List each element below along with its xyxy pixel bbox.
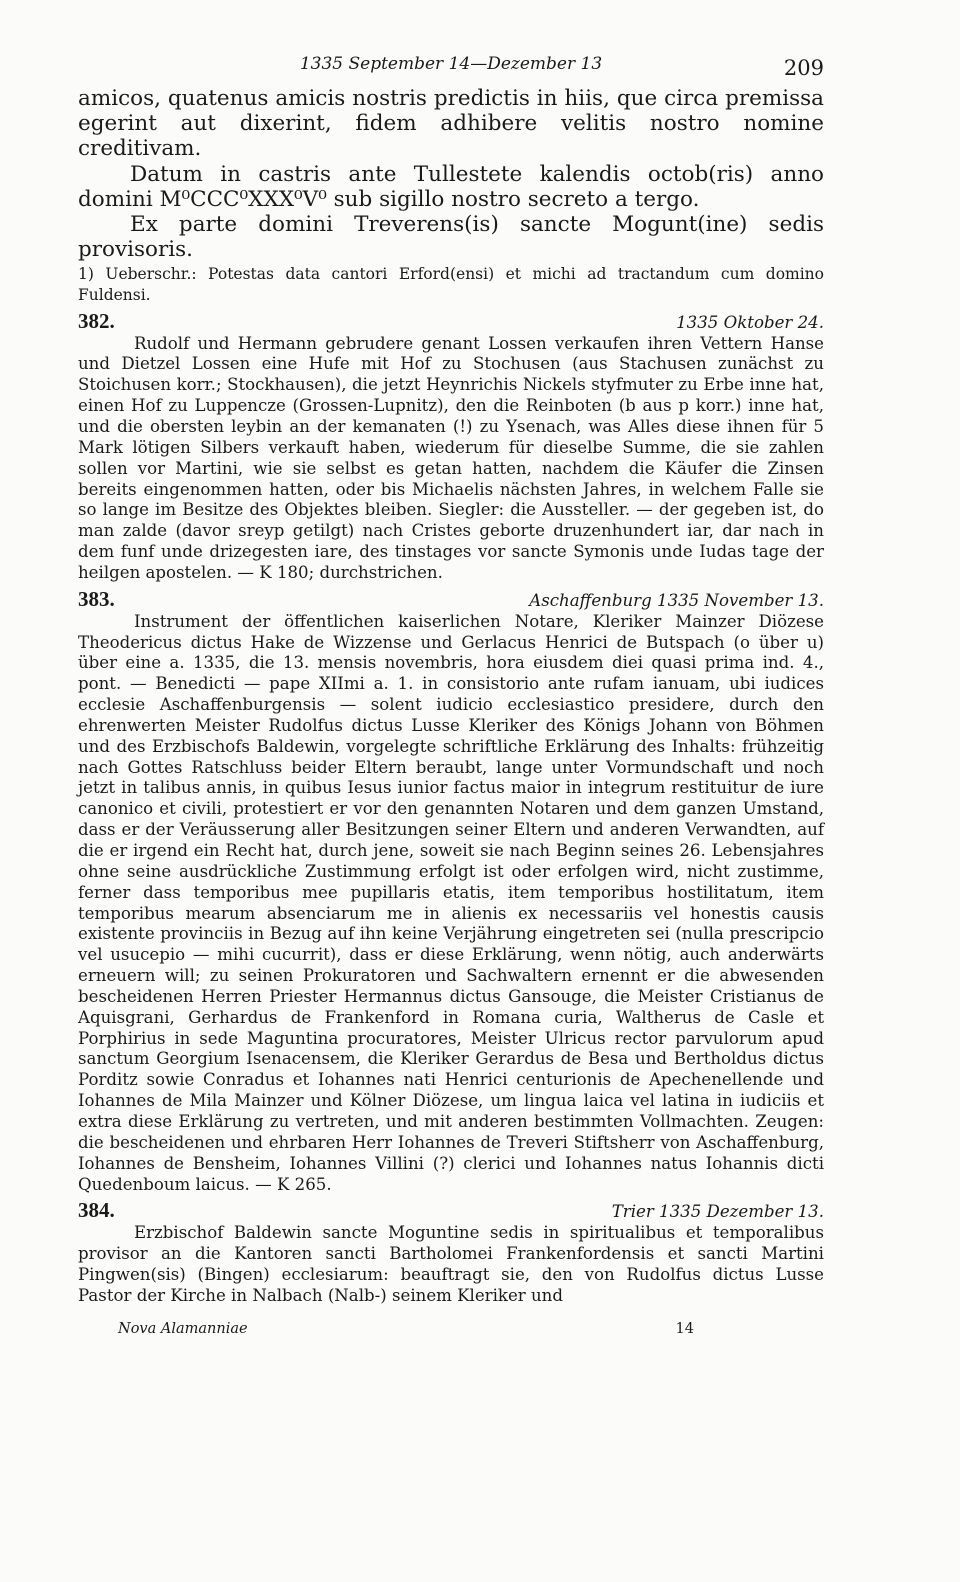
document-date: 1335 Oktober 24. (676, 312, 824, 332)
document-text: Instrument der öffentlichen kaiserlichen Notare, Kleriker Mainzer Diözese Theodericus dictus Hake de Wizzense und Gerlacus Henrici de Butspach (o über u) über eine a. 1335, die 13. mensis novembris, hora eiusdem diei quasi prima ind. 4., pont. — Benedicti — pape XIImi a. 1. in consistorio ante rufam ianuam, ubi iudices ecclesie Aschaffenburgensis — solent iudicio ecclesiastico presidere, durch den ehrenwerten Meister Rudolfus dictus Lusse Kleriker des Königs Johann von Böhmen und des Erzbischofs Baldewin, vorgelegte schriftliche Erklärung des Inhalts: frühzeitig nach Gottes Ratschluss beider Eltern beraubt, lange unter Vormundschaft und noch jetzt in talibus annis, in quibus Iesus iunior factus maior in integrum restituitur de iure canonico et civili, protestiert er vor den genannten Notaren und dem ganzen Umstand, dass er der Veräusserung aller Besitzungen seiner Eltern und anderen Verwandten, auf die er irgend ein Recht hat, durch jene, soweit sie nach Beginn seines 26. Lebensjahres ohne seine ausdrückliche Zustimmung erfolgt ist oder erfolgen wird, nicht zustimme, ferner dass temporibus mee pupillaris etatis, item temporibus hostilitatum, item temporibus mearum absenciarum me in alienis ex necessariis vel honestis causis existente provinciis in Bezug auf ihn keine Verjährung eingetreten sei (nulla prescripcio vel usucepio — mihi cucurrit), dass er diese Erklärung, wenn nötig, auch anderwärts erneuern will; zu seinen Prokuratoren und Sachwaltern ernennt er die abwesenden bescheidenen Herren Priester Hermannus dictus Gansouge, die Meister Cristianus de Aquisgrani, Gerhardus de Frankenford in Romana curia, Waltherus de Casle et Porphirius in sede Maguntina procuratores, Meister Ulricus rector parvulorum apud sanctum Georgium Isenacensem, die Kleriker Gerardus de Besa und Bertholdus dictus Porditz sowie Conradus et Iohannes nati Henrici centurionis de Apechenellende und Iohannes de Mila Mainzer und Kölner Diözese, um lingua laica vel latina in iudiciis et extra diese Erklärung zu vertreten, und mit anderen bestimmten Vollmachten. Zeugen: die bescheidenen und ehrbaren Herr Iohannes de Treveri Stiftsherr von Aschaffenburg, Iohannes de Bensheim, Iohannes Villini (?) clerici und Iohannes natus Iohannis dicti Quedenboum laicus. — K 265. (78, 611, 824, 1194)
document-page (78, 52, 824, 1337)
document-382 (78, 310, 824, 584)
document-date: Trier 1335 Dezember 13. (611, 1202, 824, 1222)
intro-paragraph-3: Ex parte domini Treverens(is) sancte Mogunt(ine) sedis provisoris. (78, 212, 824, 263)
page-number: 209 (783, 56, 824, 80)
document-text: Erzbischof Baldewin sancte Moguntine sedis in spiritualibus et temporalibus provisor an die Kantoren sancti Bartholomei Frankenfordensis et sancti Martini Pingwen(sis) (Bingen) ecclesiarum: beauftragt sie, den von Rudolfus dictus Lusse Pastor der Kirche in Nalbach (Nalb-) seinem Kleriker und (78, 1223, 824, 1305)
footnote: 1) Ueberschr.: Potestas data cantori Erford(ensi) et michi ad tractandum cum domino Fuldensi. (78, 265, 824, 305)
sheet-number: 14 (675, 1320, 694, 1337)
running-title: 1335 September 14—Dezember 13 (299, 54, 603, 74)
document-384 (78, 1199, 824, 1306)
document-383 (78, 588, 824, 1196)
document-number: 383. (78, 586, 115, 611)
intro-section (78, 86, 824, 262)
intro-paragraph-1: amicos, quatenus amicis nostris predictis in hiis, que circa premissa egerint aut dixerint, fidem adhibere velitis nostro nomine creditivam. (78, 86, 824, 162)
document-text: Rudolf und Hermann gebrudere genant Lossen verkaufen ihren Vettern Hanse und Dietzel Lossen eine Hufe mit Hof zu Stochusen (aus Stachusen zunächst zu Stoichusen korr.; Stockhausen), die jetzt Heynrichis Nickels styfmuter zu Erbe inne hat, einen Hof zu Luppencze (Grossen-Lupnitz), den die Reinboten (b aus p korr.) inne hat, und die obersten leybin an der kemanaten (!) zu Ysenach, was Alles diese ihnen für 5 Mark lötigen Silbers verkauft haben, wiederum für dieselbe Summe, die sie zahlen sollen vor Martini, wie sie selbst es getan hatten, nachdem die Käufer die Zinsen bereits eingenommen hatten, oder bis Michaelis nächsten Jahres, in welchem Falle sie so lange im Besitze des Objektes bleiben. Siegler: die Aussteller. — der gegeben ist, do man zalde (davor sreyp getilgt) nach Cristes geborte druzenhundert iar, dar nach in dem funf unde drizegesten iare, des tinstages vor sancte Symonis unde Iudas tage der heilgen apostelen. — K 180; durchstrichen. (78, 333, 824, 582)
intro-paragraph-2: Datum in castris ante Tullestete kalendis octob(ris) anno domini M⁰CCC⁰XXX⁰V⁰ sub sigillo nostro secreto a tergo. (78, 161, 824, 212)
document-date: Aschaffenburg 1335 November 13. (529, 590, 824, 610)
page-footer (78, 1321, 824, 1337)
document-number: 382. (78, 308, 115, 333)
signature-mark: Nova Alamanniae (118, 1320, 248, 1337)
document-number: 384. (78, 1198, 115, 1223)
page-header (78, 52, 824, 86)
